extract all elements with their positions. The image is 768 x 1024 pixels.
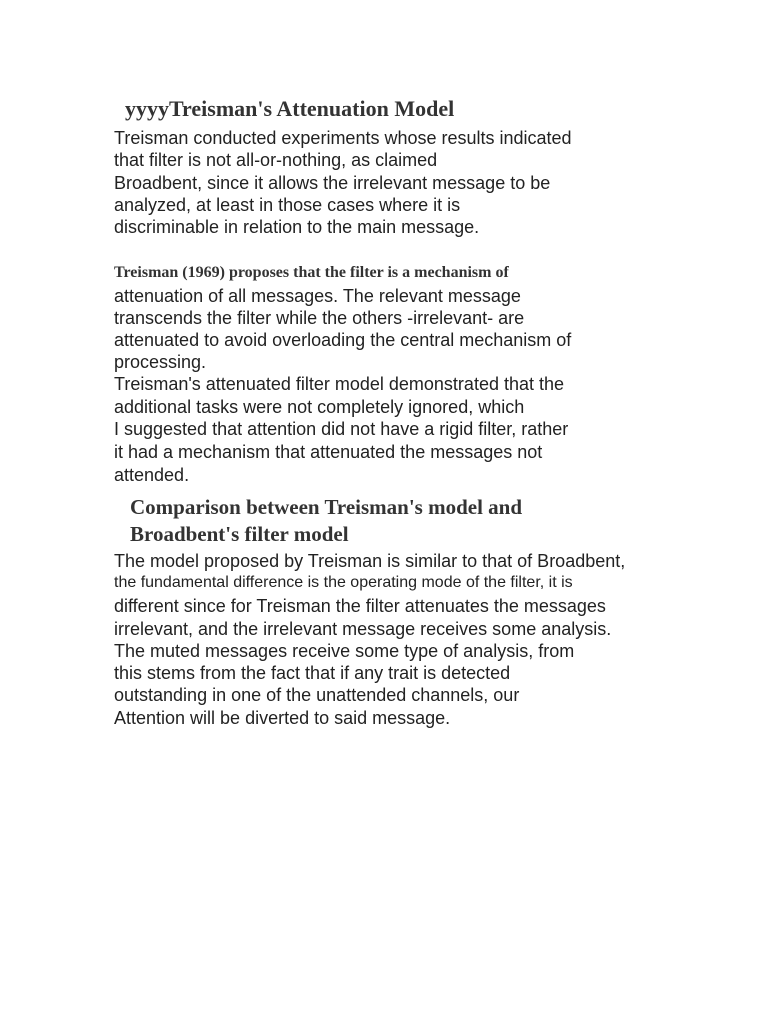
comparison-line-8: Attention will be diverted to said message. — [114, 708, 451, 728]
proposal-line-5: Treisman's attenuated filter model demonstrated that the — [114, 374, 565, 394]
proposal-line-4: processing. — [114, 352, 207, 372]
intro-line-3: Broadbent, since it allows the irrelevant message to be — [114, 173, 551, 193]
proposal-line-1: attenuation of all messages. The relevant message — [114, 286, 521, 306]
proposal-line-6: additional tasks were not completely ignored, which — [114, 397, 525, 417]
comparison-line-6: this stems from the fact that if any trait is detected — [114, 663, 511, 683]
intro-line-4: analyzed, at least in those cases where it is — [114, 195, 461, 215]
comparison-line-5: The muted messages receive some type of analysis, from — [114, 641, 575, 661]
comparison-heading-line-1: Comparison between Treisman's model and — [130, 495, 523, 519]
intro-line-2: that filter is not all-or-nothing, as claimed — [114, 150, 438, 170]
comparison-heading-line-2: Broadbent's filter model — [130, 522, 349, 546]
proposal-line-3: attenuated to avoid overloading the central mechanism of — [114, 330, 572, 350]
comparison-line-3: different since for Treisman the filter attenuates the messages — [114, 596, 606, 616]
proposal-line-9: attended. — [114, 465, 190, 485]
intro-line-5: discriminable in relation to the main message. — [114, 217, 480, 237]
comparison-line-2: the fundamental difference is the operating mode of the filter, it is — [114, 574, 573, 591]
proposal-line-8: it had a mechanism that attenuated the messages not — [114, 442, 543, 462]
proposal-line-7: I suggested that attention did not have a rigid filter, rather — [114, 419, 569, 439]
comparison-line-4: irrelevant, and the irrelevant message receives some analysis. — [114, 619, 612, 639]
comparison-line-1: The model proposed by Treisman is similar to that of Broadbent, — [114, 551, 626, 571]
proposal-lead: Treisman (1969) proposes that the filter is a mechanism of — [114, 264, 509, 281]
page-title: yyyyTreisman's Attenuation Model — [125, 96, 455, 121]
comparison-line-7: outstanding in one of the unattended channels, our — [114, 685, 520, 705]
intro-line-1: Treisman conducted experiments whose results indicated — [114, 128, 572, 148]
proposal-line-2: transcends the filter while the others -irrelevant- are — [114, 308, 525, 328]
